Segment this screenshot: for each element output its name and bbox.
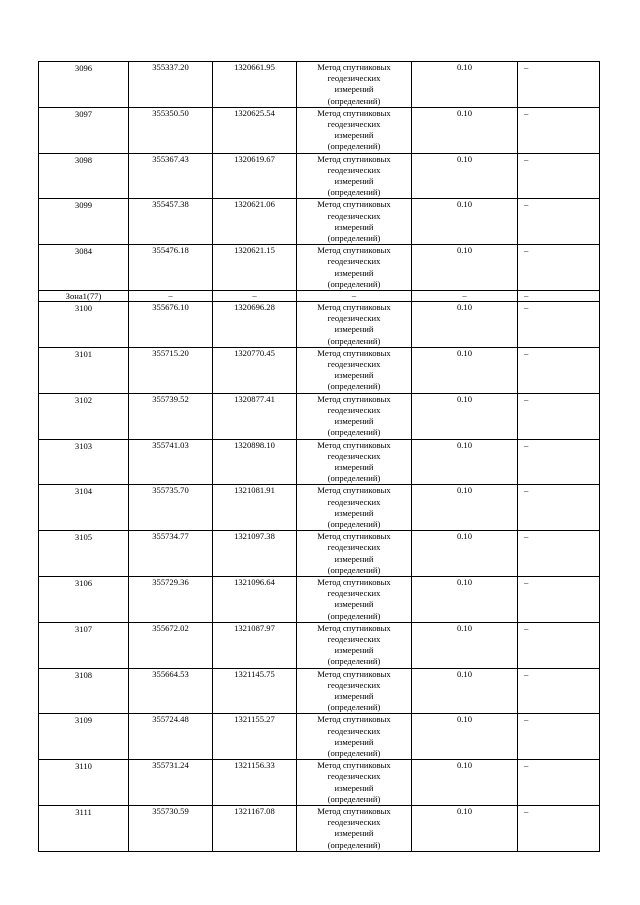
method-line: Метод спутниковых bbox=[317, 347, 391, 358]
method-line: (определений) bbox=[327, 793, 381, 804]
coordinate-y-cell: 1320621.06 bbox=[213, 199, 297, 245]
method-line: геодезических bbox=[327, 313, 381, 324]
note-cell: – bbox=[518, 806, 600, 852]
table-row bbox=[39, 107, 600, 153]
coordinate-y-cell: – bbox=[213, 291, 297, 302]
coordinate-x-cell: – bbox=[129, 291, 213, 302]
method-line: Метод спутниковых bbox=[317, 485, 391, 496]
note-cell: – bbox=[518, 576, 600, 622]
method-line: Метод спутниковых bbox=[317, 714, 391, 725]
coordinate-y-cell: 1320661.95 bbox=[213, 62, 297, 108]
method-line: (определений) bbox=[327, 839, 381, 850]
method-line: (определений) bbox=[327, 610, 381, 621]
precision-cell: 0.10 bbox=[412, 347, 518, 393]
table-row bbox=[39, 760, 600, 806]
method-line: измерений bbox=[334, 553, 374, 564]
method-line: геодезических bbox=[327, 210, 381, 221]
point-number-cell: 3106 bbox=[39, 576, 129, 622]
table-row bbox=[39, 62, 600, 108]
method-line: Метод спутниковых bbox=[317, 393, 391, 404]
method-line: (определений) bbox=[327, 278, 381, 289]
coordinate-y-cell: 1320619.67 bbox=[213, 153, 297, 199]
method-line: измерений bbox=[334, 599, 374, 610]
coordinate-y-cell: 1321087.97 bbox=[213, 622, 297, 668]
method-line: геодезических bbox=[327, 542, 381, 553]
method-line: измерений bbox=[334, 645, 374, 656]
method-line: Метод спутниковых bbox=[317, 806, 391, 816]
method-line: (определений) bbox=[327, 427, 381, 438]
method-line: геодезических bbox=[327, 817, 381, 828]
note-cell: – bbox=[518, 714, 600, 760]
method-line: – bbox=[351, 290, 357, 301]
table-row bbox=[39, 485, 600, 531]
point-number-cell: Зона1(77) bbox=[39, 291, 129, 302]
method-line: измерений bbox=[334, 176, 374, 187]
note-cell: – bbox=[518, 347, 600, 393]
method-cell bbox=[297, 302, 412, 348]
method-line: геодезических bbox=[327, 588, 381, 599]
coordinate-x-cell: 355664.53 bbox=[129, 668, 213, 714]
method-line: (определений) bbox=[327, 335, 381, 346]
method-line: измерений bbox=[334, 221, 374, 232]
table-row bbox=[39, 622, 600, 668]
method-line: измерений bbox=[334, 84, 374, 95]
method-line: геодезических bbox=[327, 73, 381, 84]
table-row bbox=[39, 806, 600, 852]
table-row bbox=[39, 393, 600, 439]
note-cell: – bbox=[518, 439, 600, 485]
precision-cell: 0.10 bbox=[412, 485, 518, 531]
note-cell: – bbox=[518, 107, 600, 153]
method-line: геодезических bbox=[327, 256, 381, 267]
method-line: геодезических bbox=[327, 771, 381, 782]
method-line: измерений bbox=[334, 324, 374, 335]
coordinate-y-cell: 1320898.10 bbox=[213, 439, 297, 485]
note-cell: – bbox=[518, 760, 600, 806]
method-cell bbox=[297, 806, 412, 852]
method-cell bbox=[297, 531, 412, 577]
method-line: (определений) bbox=[327, 656, 381, 667]
method-line: Метод спутниковых bbox=[317, 439, 391, 450]
method-line: Метод спутниковых bbox=[317, 107, 391, 118]
coordinate-y-cell: 1320621.15 bbox=[213, 245, 297, 291]
precision-cell: – bbox=[412, 291, 518, 302]
method-cell bbox=[297, 245, 412, 291]
coordinate-y-cell: 1321097.38 bbox=[213, 531, 297, 577]
point-number-cell: 3108 bbox=[39, 668, 129, 714]
point-number-cell: 3098 bbox=[39, 153, 129, 199]
method-cell bbox=[297, 291, 412, 302]
coordinate-x-cell: 355739.52 bbox=[129, 393, 213, 439]
table-row bbox=[39, 245, 600, 291]
point-number-cell: 3101 bbox=[39, 347, 129, 393]
method-line: Метод спутниковых bbox=[317, 62, 391, 72]
method-line: измерений bbox=[334, 370, 374, 381]
note-cell: – bbox=[518, 153, 600, 199]
method-line: (определений) bbox=[327, 518, 381, 529]
coordinate-y-cell: 1321155.27 bbox=[213, 714, 297, 760]
coordinate-x-cell: 355741.03 bbox=[129, 439, 213, 485]
coordinate-y-cell: 1321081.91 bbox=[213, 485, 297, 531]
method-cell bbox=[297, 393, 412, 439]
coordinate-y-cell: 1320770.45 bbox=[213, 347, 297, 393]
method-line: Метод спутниковых bbox=[317, 622, 391, 633]
method-line: геодезических bbox=[327, 119, 381, 130]
coordinate-x-cell: 355367.43 bbox=[129, 153, 213, 199]
table-row bbox=[39, 668, 600, 714]
method-line: измерений bbox=[334, 130, 374, 141]
note-cell: – bbox=[518, 199, 600, 245]
method-line: Метод спутниковых bbox=[317, 668, 391, 679]
coordinate-y-cell: 1321167.08 bbox=[213, 806, 297, 852]
method-line: Метод спутниковых bbox=[317, 245, 391, 256]
note-cell: – bbox=[518, 302, 600, 348]
point-number-cell: 3109 bbox=[39, 714, 129, 760]
coordinate-x-cell: 355729.36 bbox=[129, 576, 213, 622]
method-line: Метод спутниковых bbox=[317, 302, 391, 313]
method-line: измерений bbox=[334, 828, 374, 839]
method-cell bbox=[297, 107, 412, 153]
coordinate-y-cell: 1321096.64 bbox=[213, 576, 297, 622]
precision-cell: 0.10 bbox=[412, 576, 518, 622]
precision-cell: 0.10 bbox=[412, 806, 518, 852]
point-number-cell: 3110 bbox=[39, 760, 129, 806]
coordinate-y-cell: 1320877.41 bbox=[213, 393, 297, 439]
method-cell bbox=[297, 485, 412, 531]
precision-cell: 0.10 bbox=[412, 153, 518, 199]
coordinate-x-cell: 355724.48 bbox=[129, 714, 213, 760]
table-row bbox=[39, 199, 600, 245]
method-line: Метод спутниковых bbox=[317, 531, 391, 542]
note-cell: – bbox=[518, 62, 600, 108]
method-line: (определений) bbox=[327, 233, 381, 244]
method-line: Метод спутниковых bbox=[317, 576, 391, 587]
point-number-cell: 3102 bbox=[39, 393, 129, 439]
note-cell: – bbox=[518, 485, 600, 531]
point-number-cell: 3103 bbox=[39, 439, 129, 485]
method-line: измерений bbox=[334, 507, 374, 518]
method-cell bbox=[297, 439, 412, 485]
method-cell bbox=[297, 576, 412, 622]
method-line: Метод спутниковых bbox=[317, 153, 391, 164]
coordinate-x-cell: 355672.02 bbox=[129, 622, 213, 668]
method-line: геодезических bbox=[327, 359, 381, 370]
method-cell bbox=[297, 347, 412, 393]
table-row bbox=[39, 439, 600, 485]
coordinate-x-cell: 355476.18 bbox=[129, 245, 213, 291]
method-line: (определений) bbox=[327, 95, 381, 106]
method-line: геодезических bbox=[327, 450, 381, 461]
precision-cell: 0.10 bbox=[412, 622, 518, 668]
method-line: геодезических bbox=[327, 633, 381, 644]
note-cell: – bbox=[518, 622, 600, 668]
precision-cell: 0.10 bbox=[412, 668, 518, 714]
coordinate-x-cell: 355730.59 bbox=[129, 806, 213, 852]
coordinate-y-cell: 1320625.54 bbox=[213, 107, 297, 153]
method-cell bbox=[297, 622, 412, 668]
method-cell bbox=[297, 714, 412, 760]
method-cell bbox=[297, 760, 412, 806]
coordinate-y-cell: 1321145.75 bbox=[213, 668, 297, 714]
precision-cell: 0.10 bbox=[412, 107, 518, 153]
coordinate-x-cell: 355676.10 bbox=[129, 302, 213, 348]
note-cell: – bbox=[518, 291, 600, 302]
method-line: (определений) bbox=[327, 381, 381, 392]
point-number-cell: 3107 bbox=[39, 622, 129, 668]
precision-cell: 0.10 bbox=[412, 302, 518, 348]
precision-cell: 0.10 bbox=[412, 531, 518, 577]
point-number-cell: 3099 bbox=[39, 199, 129, 245]
precision-cell: 0.10 bbox=[412, 199, 518, 245]
precision-cell: 0.10 bbox=[412, 714, 518, 760]
method-line: (определений) bbox=[327, 187, 381, 198]
method-line: измерений bbox=[334, 690, 374, 701]
precision-cell: 0.10 bbox=[412, 393, 518, 439]
method-line: (определений) bbox=[327, 141, 381, 152]
precision-cell: 0.10 bbox=[412, 62, 518, 108]
point-number-cell: 3096 bbox=[39, 62, 129, 108]
method-line: (определений) bbox=[327, 564, 381, 575]
coordinate-x-cell: 355715.20 bbox=[129, 347, 213, 393]
point-number-cell: 3100 bbox=[39, 302, 129, 348]
method-line: геодезических bbox=[327, 679, 381, 690]
coordinates-table-body bbox=[39, 62, 600, 852]
precision-cell: 0.10 bbox=[412, 439, 518, 485]
method-line: измерений bbox=[334, 267, 374, 278]
method-line: (определений) bbox=[327, 747, 381, 758]
coordinate-x-cell: 355735.70 bbox=[129, 485, 213, 531]
method-cell bbox=[297, 199, 412, 245]
note-cell: – bbox=[518, 668, 600, 714]
coordinates-table bbox=[38, 61, 600, 852]
note-cell: – bbox=[518, 245, 600, 291]
coordinate-x-cell: 355731.24 bbox=[129, 760, 213, 806]
method-line: измерений bbox=[334, 736, 374, 747]
method-line: (определений) bbox=[327, 702, 381, 713]
point-number-cell: 3105 bbox=[39, 531, 129, 577]
method-line: геодезических bbox=[327, 164, 381, 175]
coordinate-x-cell: 355350.50 bbox=[129, 107, 213, 153]
point-number-cell: 3084 bbox=[39, 245, 129, 291]
table-row bbox=[39, 347, 600, 393]
table-row bbox=[39, 302, 600, 348]
point-number-cell: 3104 bbox=[39, 485, 129, 531]
note-cell: – bbox=[518, 393, 600, 439]
method-line: измерений bbox=[334, 461, 374, 472]
table-row bbox=[39, 531, 600, 577]
zone-row bbox=[39, 291, 600, 302]
note-cell: – bbox=[518, 531, 600, 577]
coordinate-x-cell: 355734.77 bbox=[129, 531, 213, 577]
coordinate-x-cell: 355337.20 bbox=[129, 62, 213, 108]
coordinate-y-cell: 1320696.28 bbox=[213, 302, 297, 348]
point-number-cell: 3097 bbox=[39, 107, 129, 153]
method-line: (определений) bbox=[327, 473, 381, 484]
method-line: геодезических bbox=[327, 725, 381, 736]
method-cell bbox=[297, 62, 412, 108]
method-line: измерений bbox=[334, 416, 374, 427]
table-row bbox=[39, 576, 600, 622]
method-line: геодезических bbox=[327, 404, 381, 415]
method-line: Метод спутниковых bbox=[317, 760, 391, 771]
method-cell bbox=[297, 668, 412, 714]
table-row bbox=[39, 153, 600, 199]
method-line: измерений bbox=[334, 782, 374, 793]
method-cell bbox=[297, 153, 412, 199]
precision-cell: 0.10 bbox=[412, 760, 518, 806]
coordinate-y-cell: 1321156.33 bbox=[213, 760, 297, 806]
method-line: геодезических bbox=[327, 496, 381, 507]
method-line: Метод спутниковых bbox=[317, 199, 391, 210]
precision-cell: 0.10 bbox=[412, 245, 518, 291]
coordinate-x-cell: 355457.38 bbox=[129, 199, 213, 245]
table-row bbox=[39, 714, 600, 760]
point-number-cell: 3111 bbox=[39, 806, 129, 852]
